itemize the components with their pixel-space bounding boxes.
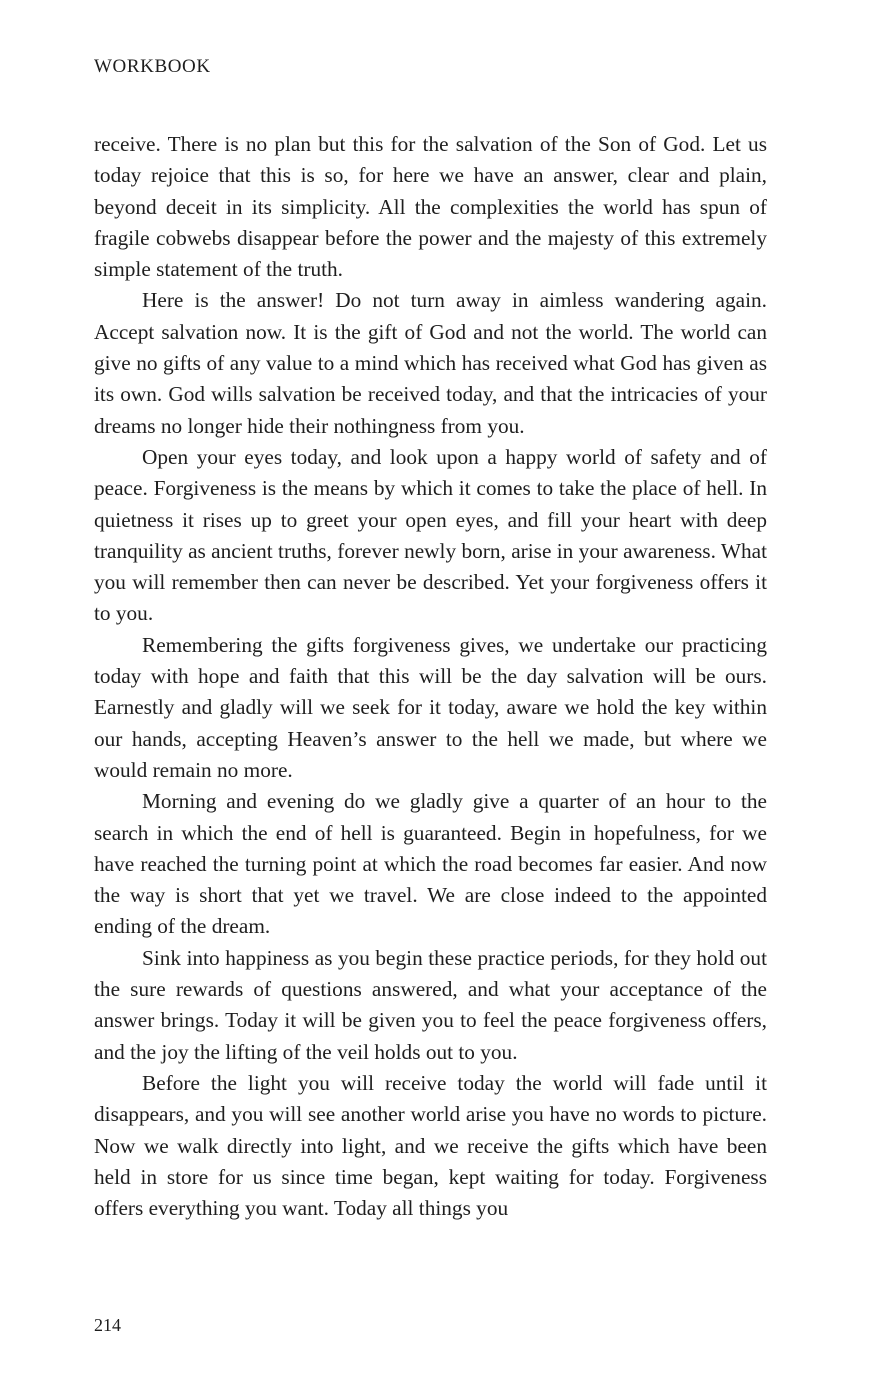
- paragraph-5: Morning and evening do we gladly give a quarter of an hour to the search in which the end of hell is guaranteed. Begin in hopefulness, for we have reached the turning point at which the road becomes far easier. And now the way is short that yet we travel. We are close indeed to the appointed ending of the dream.: [94, 789, 767, 939]
- paragraph-4: Remembering the gifts forgiveness gives, we undertake our practicing today with hope and faith that this will be the day salvation will be ours. Earnestly and gladly will we seek for it today, aware we hold the key within our hands, accepting Heaven’s answer to the hell we made, but where we would remain no more.: [94, 632, 767, 782]
- paragraph-3: Open your eyes today, and look upon a happy world of safety and of peace. Forgiveness is the means by which it comes to take the place of hell. In quietness it rises up to greet your open eyes, and fill your heart with deep tranquility as ancient truths, forever newly born, arise in your awareness. What you will remember then can never be described. Yet your forgiveness offers it to you.: [94, 444, 767, 626]
- paragraph-7: Before the light you will receive today the world will fade until it disappears, and you will see another world arise you have no words to picture. Now we walk directly into light, and we receive the gifts which have been held in store for us since time began, kept waiting for today. Forgiveness offers everything you want. Today all things you: [94, 1070, 767, 1221]
- paragraph-1: receive. There is no plan but this for the salvation of the Son of God. Let us today rejoice that this is so, for here we have an answer, clear and plain, beyond deceit in its simplicity. All the complexities the world has spun of fragile cobwebs disappear before the power and the majesty of this extremely simple statement of the truth.: [94, 132, 767, 282]
- body-text: [94, 129, 767, 1224]
- page-number: 214: [94, 1315, 121, 1335]
- running-head: WORKBOOK: [94, 56, 211, 77]
- paragraph-6: Sink into happiness as you begin these practice periods, for they hold out the sure rewards of questions answered, and what your acceptance of the answer brings. Today it will be given you to feel the peace forgiveness offers, and the joy the lifting of the veil holds out to you.: [94, 945, 767, 1064]
- paragraph-2: Here is the answer! Do not turn away in aimless wandering again. Accept salvation now. It is the gift of God and not the world. The world can give no gifts of any value to a mind which has received what God has given as its own. God wills salvation be received today, and that the intricacies of your dreams no longer hide their nothingness from you.: [94, 288, 767, 438]
